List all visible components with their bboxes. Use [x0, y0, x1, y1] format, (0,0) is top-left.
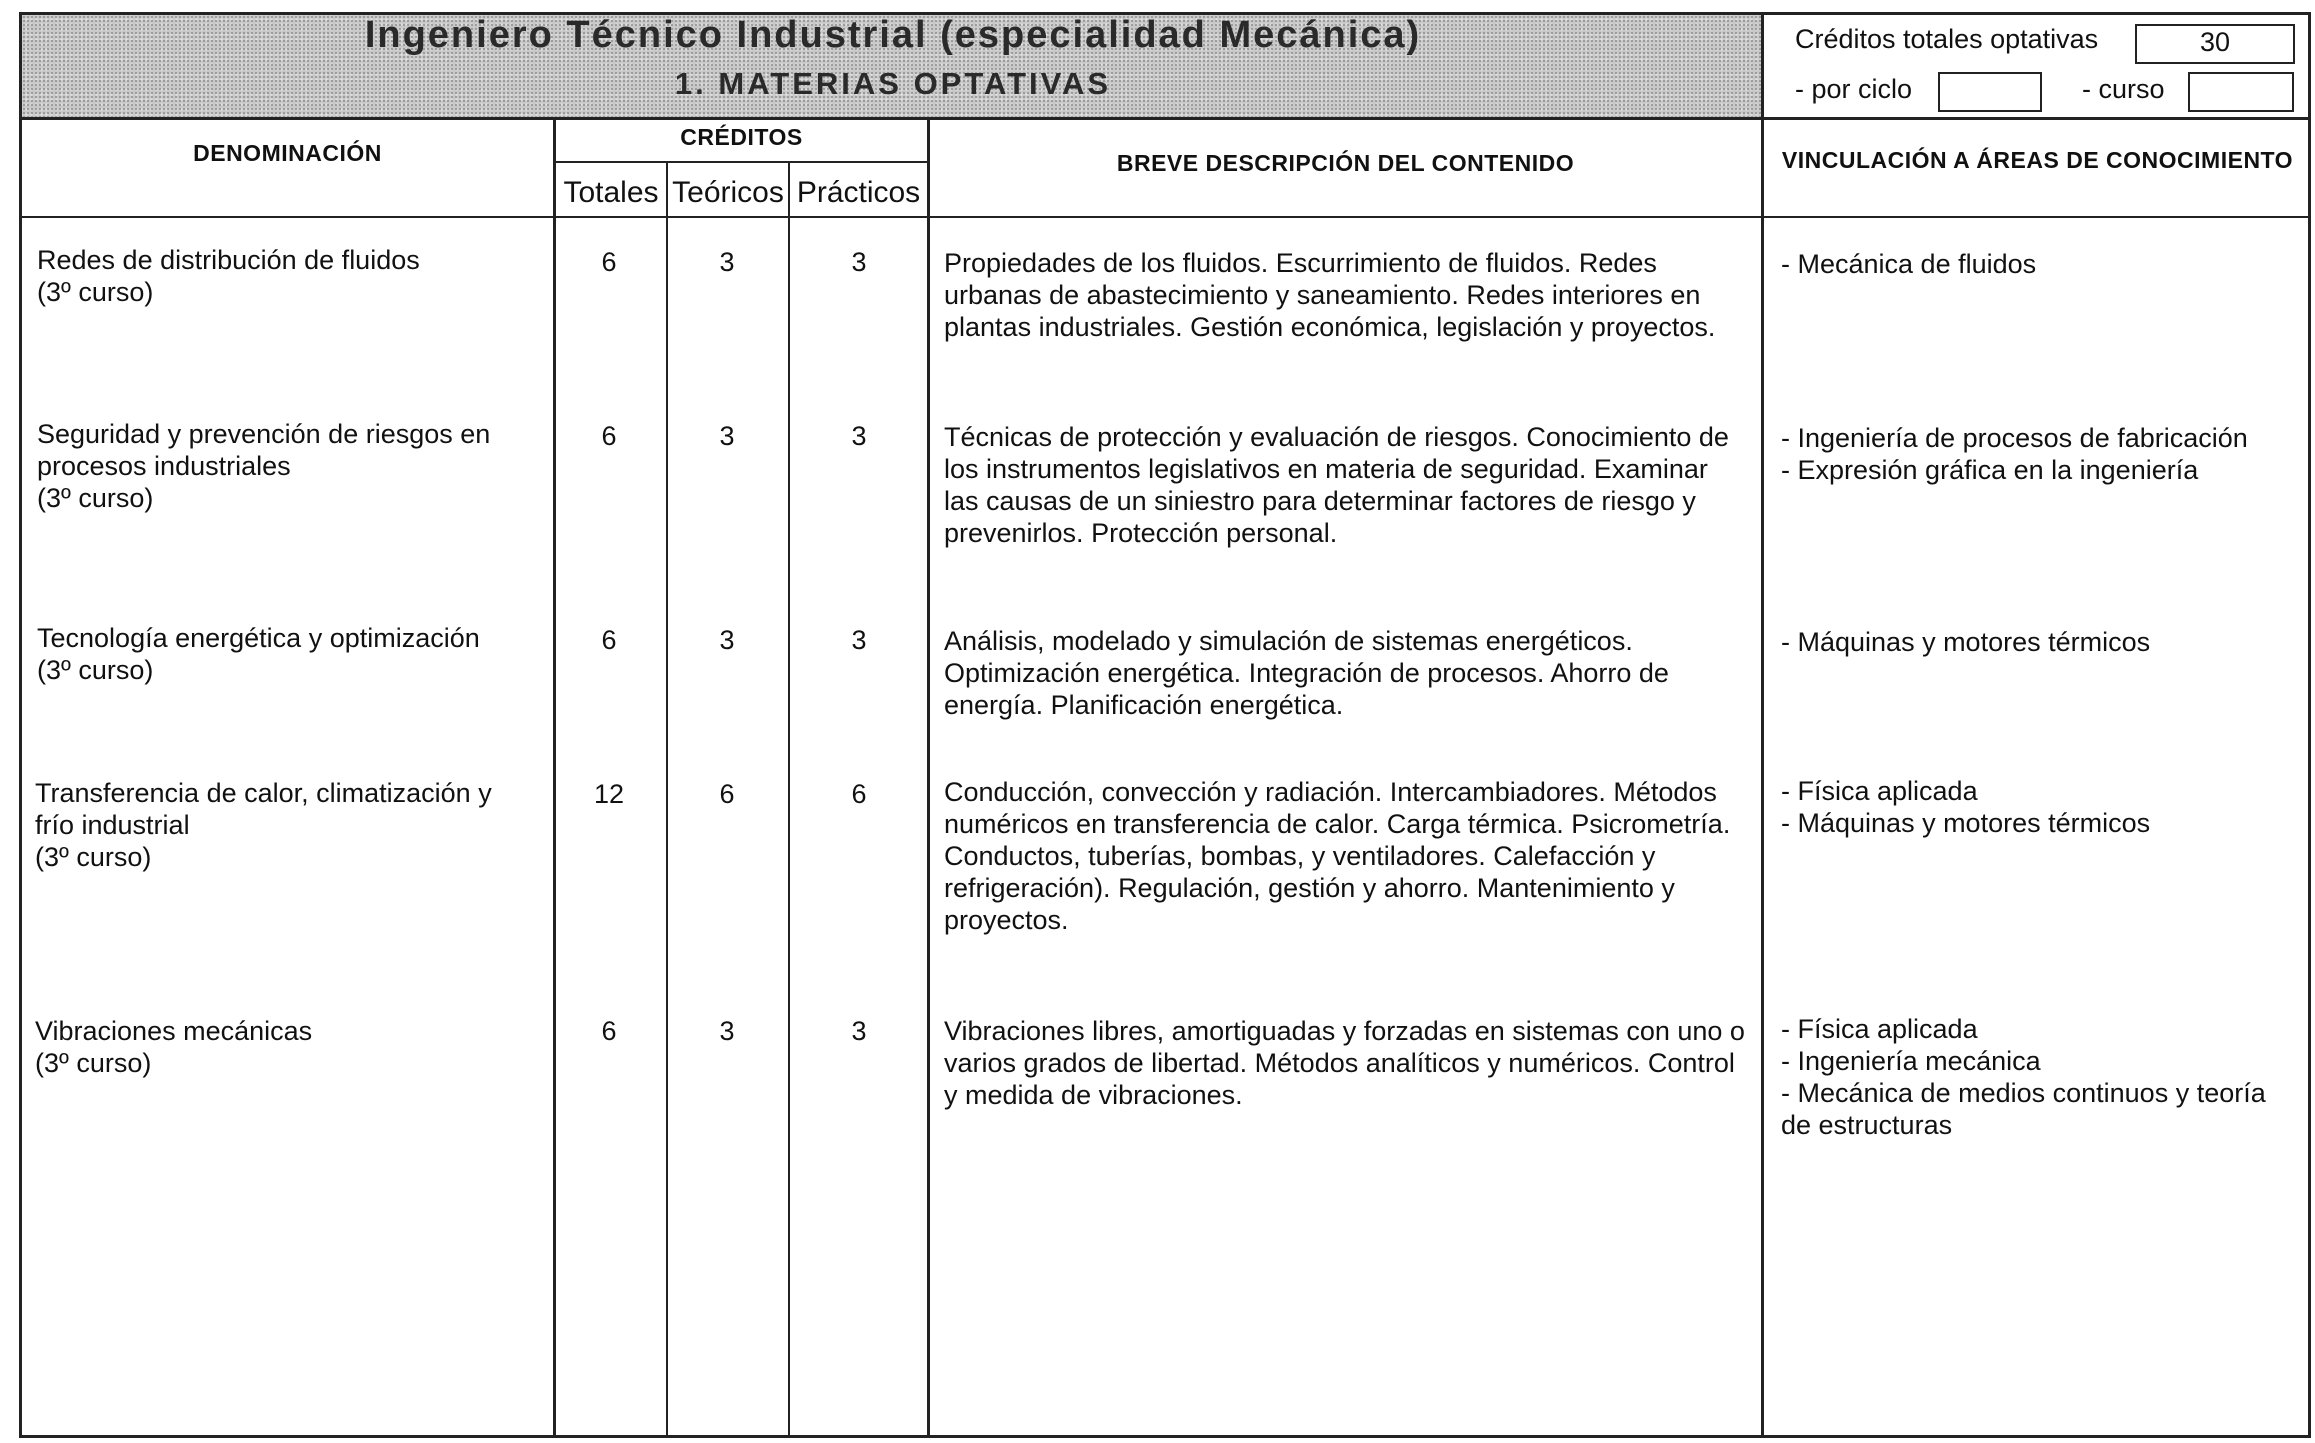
row4-area-2: - Máquinas y motores térmicos — [1781, 808, 2151, 838]
row4-totales: 12 — [593, 779, 625, 809]
row5-area-2: - Ingeniería mecánica — [1781, 1046, 2041, 1076]
row5-teoricos: 3 — [719, 1016, 735, 1046]
row1-totales: 6 — [601, 247, 617, 277]
row4-name: Transferencia de calor, climatización y frío industrial — [35, 778, 492, 840]
row4-description: Conducción, convección y radiación. Intercambiadores. Métodos numéricos en transferencia de calor. Carga térmica. Psicrometría. Conductos, tuberías, bombas, y ventiladores. Calefacción y refrigeración). Regulación, gestión y ahorro. Mantenimiento y proyectos. — [944, 777, 1731, 935]
row5-name: Vibraciones mecánicas — [35, 1016, 313, 1046]
credits-total-label: Créditos totales optativas — [1795, 24, 2099, 54]
row3-area-1: - Máquinas y motores térmicos — [1781, 627, 2151, 657]
row3-teoricos: 3 — [719, 625, 735, 655]
row3-areas — [1781, 626, 2301, 658]
row2-practicos: 3 — [851, 421, 867, 451]
row3-denominacion — [37, 622, 537, 686]
per-cycle-box — [1938, 72, 2042, 112]
header-vinculacion: VINCULACIÓN A ÁREAS DE CONOCIMIENTO — [1781, 147, 2294, 173]
document-title: Ingeniero Técnico Industrial (especialidad Mecánica) — [364, 14, 1422, 56]
row4-areas — [1781, 775, 2301, 839]
row1-description: Propiedades de los fluidos. Escurrimiento de fluidos. Redes urbanas de abastecimiento y saneamiento. Redes interiores en plantas industriales. Gestión económica, legislación y proyectos. — [944, 248, 1716, 342]
header-descripcion: BREVE DESCRIPCIÓN DEL CONTENIDO — [1116, 150, 1575, 176]
row2-description: Técnicas de protección y evaluación de riesgos. Conocimiento de los instrumentos legislativos en materia de seguridad. Examinar las causas de un siniestro para determinar factores de riesgo y prevenirlos. Protección personal. — [944, 422, 1729, 548]
row5-areas — [1781, 1013, 2301, 1141]
row3-course: (3º curso) — [37, 655, 154, 685]
row3-name: Tecnología energética y optimización — [37, 623, 480, 653]
section-subtitle: 1. MATERIAS OPTATIVAS — [674, 66, 1112, 101]
header-divider — [19, 117, 2311, 120]
row5-totales: 6 — [601, 1016, 617, 1046]
row2-totales: 6 — [601, 421, 617, 451]
row1-teoricos: 3 — [719, 247, 735, 277]
row5-area-3: - Mecánica de medios continuos y teoría de estructuras — [1781, 1078, 2266, 1140]
row2-teoricos: 3 — [719, 421, 735, 451]
col-divider-totales — [553, 117, 556, 1438]
row2-denominacion — [37, 418, 537, 514]
row2-area-1: - Ingeniería de procesos de fabricación — [1781, 423, 2248, 453]
col-divider-descripcion — [927, 117, 930, 1438]
column-header-divider — [19, 216, 2311, 218]
credits-total-value: 30 — [2199, 27, 2231, 57]
row5-practicos: 3 — [851, 1016, 867, 1046]
col-divider-vinculacion — [1761, 12, 1764, 1438]
row4-denominacion — [35, 777, 535, 873]
row3-practicos: 3 — [851, 625, 867, 655]
header-teoricos: Teóricos — [672, 176, 784, 209]
col-divider-practicos — [788, 161, 790, 1438]
row1-practicos: 3 — [851, 247, 867, 277]
row5-denominacion — [35, 1015, 535, 1079]
creditos-subheader-divider — [554, 161, 929, 163]
row2-areas — [1781, 422, 2301, 486]
row1-course: (3º curso) — [37, 277, 154, 307]
header-practicos: Prácticos — [796, 176, 921, 209]
row1-area-1: - Mecánica de fluidos — [1781, 249, 2037, 279]
document-frame — [19, 12, 2311, 1438]
header-creditos: CRÉDITOS — [680, 124, 803, 150]
row2-area-2: - Expresión gráfica en la ingeniería — [1781, 455, 2199, 485]
row5-description: Vibraciones libres, amortiguadas y forzadas en sistemas con uno o varios grados de libertad. Métodos analíticos y numéricos. Control y medida de vibraciones. — [944, 1016, 1745, 1110]
row4-area-1: - Física aplicada — [1781, 776, 1978, 806]
header-denominacion: DENOMINACIÓN — [193, 140, 382, 166]
row1-name: Redes de distribución de fluidos — [37, 245, 420, 275]
header-totales: Totales — [563, 176, 659, 209]
row5-course: (3º curso) — [35, 1048, 152, 1078]
row4-practicos: 6 — [851, 779, 867, 809]
row1-areas — [1781, 248, 2301, 280]
col-divider-teoricos — [666, 161, 668, 1438]
row5-area-1: - Física aplicada — [1781, 1014, 1978, 1044]
row4-course: (3º curso) — [35, 842, 152, 872]
per-cycle-label: - por ciclo — [1795, 74, 1913, 104]
row3-totales: 6 — [601, 625, 617, 655]
row2-name: Seguridad y prevención de riesgos en procesos industriales — [37, 419, 491, 481]
per-course-box — [2188, 72, 2294, 112]
row1-denominacion — [37, 244, 537, 308]
row2-course: (3º curso) — [37, 483, 154, 513]
row3-description: Análisis, modelado y simulación de sistemas energéticos. Optimización energética. Integración de procesos. Ahorro de energía. Planificación energética. — [944, 626, 1669, 720]
row4-teoricos: 6 — [719, 779, 735, 809]
per-course-label: - curso — [2082, 74, 2165, 104]
